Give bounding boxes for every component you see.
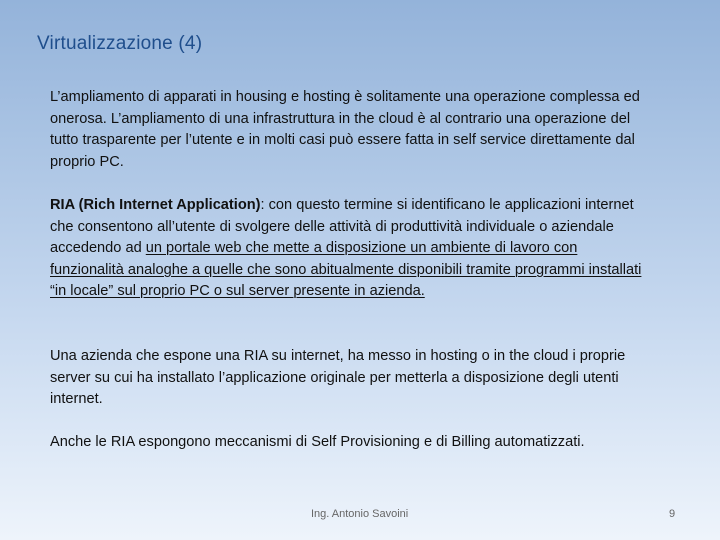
paragraph-ria-hosting: Una azienda che espone una RIA su internet, ha messo in hosting o in the cloud i proprie server su cui ha installato l’applicazione originale per metterla a disposizione degli utenti internet. [50, 348, 626, 407]
ria-definition-text: : con questo termine si identificano le applicazioni internet che consentono all’utente di svolgere delle attività di produttività individuale o aziendale accedendo ad [50, 197, 634, 256]
paragraph-housing-vs-cloud: L’ampliamento di apparati in housing e hosting è solitamente una operazione complessa ed onerosa. L’ampliamento di una infrastruttura in the cloud è al contrario una operazione del tutto trasparente per l’utente e in molti casi può essere fatta in self service direttamente dal proprio PC. [50, 89, 640, 170]
footer-author: Ing. Antonio Savoini [311, 508, 409, 520]
slide-title: Virtualizzazione (4) [37, 33, 203, 54]
page-number: 9 [669, 508, 676, 520]
ria-underlined-text: un portale web che mette a disposizione un ambiente di lavoro con funzionalità analoghe a quelle che sono abitualmente disponibili tramite programmi installati “in locale” sul proprio PC o sul server presente in azienda. [50, 240, 642, 299]
paragraph-self-provisioning: Anche le RIA espongono meccanismi di Self Provisioning e di Billing automatizzati. [50, 434, 585, 450]
paragraph-ria-definition [50, 195, 655, 303]
ria-term: RIA (Rich Internet Application) [50, 197, 261, 213]
